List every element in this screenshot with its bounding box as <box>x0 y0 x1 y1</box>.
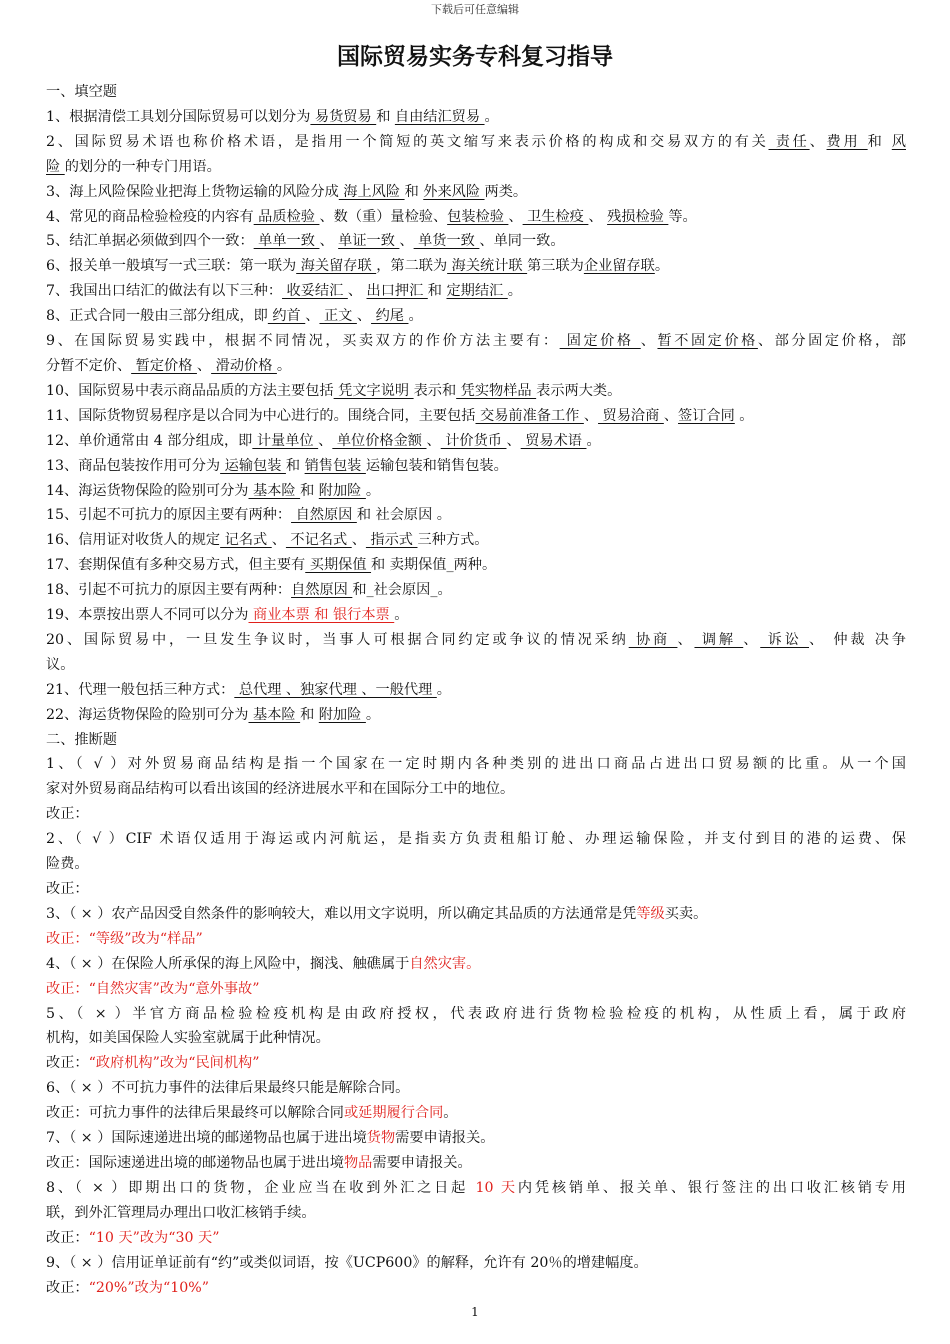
text-segment: 7、我国出口结汇的做法有以下三种： <box>46 283 283 300</box>
text-segment: 险费。 <box>46 856 89 873</box>
text-segment: 15、引起不可抗力的原因主要有两种： <box>46 507 292 524</box>
text-segment: 和 <box>376 108 395 125</box>
underlined-answer: 固定价格 <box>559 333 641 350</box>
text-segment: 需要申请报关。 <box>395 1130 495 1147</box>
text-segment: 。 <box>586 432 601 449</box>
text-segment: 和 卖期保值_两种。 <box>371 557 497 574</box>
text-segment: 、数（重）量检验、 <box>319 208 448 225</box>
text-segment: 、 <box>399 233 414 250</box>
underlined-answer: 易货贸易 <box>310 108 377 125</box>
text-line <box>46 528 906 553</box>
text-segment: 三种方式。 <box>417 532 489 549</box>
text-line <box>46 578 906 603</box>
text-segment: 表示两大类。 <box>536 382 622 399</box>
text-segment: 自然灾害。 <box>409 955 481 972</box>
underlined-answer: 单位价格金额 <box>332 432 427 449</box>
text-line <box>46 180 906 205</box>
text-segment: 、 <box>271 532 286 549</box>
text-line <box>46 1276 906 1301</box>
text-segment: 、部分固定价格，部 <box>757 333 906 350</box>
text-line <box>46 728 906 753</box>
text-line <box>46 852 906 877</box>
text-segment: 、 <box>426 432 441 449</box>
text-line <box>46 130 906 155</box>
text-segment: 和 <box>404 183 424 200</box>
text-segment: 和 <box>300 482 319 499</box>
underlined-answer: 销售包装 <box>304 457 366 474</box>
page-number: 1 <box>471 1305 479 1319</box>
text-line <box>46 304 906 329</box>
text-line <box>46 1076 906 1101</box>
text-segment: 18、引起不可抗力的原因主要有两种： <box>46 582 292 599</box>
text-segment: 、 <box>506 432 521 449</box>
text-segment: 。 <box>484 108 499 125</box>
underlined-answer: 协商 <box>628 631 678 648</box>
underlined-answer: 海关留存联 <box>296 258 377 275</box>
text-segment: 。 <box>734 407 754 424</box>
text-segment: 表示和 <box>413 382 457 399</box>
text-segment: 机构，如美国保险人实验室就属于此种情况。 <box>46 1030 330 1047</box>
text-segment: 、 <box>743 631 761 648</box>
underlined-answer: 出口押汇 <box>366 283 428 300</box>
text-line <box>46 902 906 927</box>
text-segment: 19、本票按出票人不同可以分为 <box>46 607 249 624</box>
text-segment: 和 社会原因 。 <box>356 507 451 524</box>
text-line <box>46 1251 906 1276</box>
text-segment: 7、（ × ）国际速递进出境的邮递物品也属于进出境 <box>46 1130 367 1147</box>
text-line <box>46 229 906 254</box>
underlined-answer: 约尾 <box>371 308 409 325</box>
text-segment: 。 <box>654 258 670 275</box>
text-segment: 或延期履行合同 <box>343 1105 444 1122</box>
text-segment: 17、套期保值有多种交易方式，但主要有 <box>46 557 306 574</box>
text-segment: 、 仲裁 决争 <box>809 631 906 648</box>
underlined-answer: 计量单位 <box>252 432 319 449</box>
header-note: 下载后可任意编辑 <box>431 3 519 16</box>
text-segment: 5、结汇单据必须做到四个一致： <box>46 233 254 250</box>
text-segment: 。 <box>507 283 522 300</box>
underlined-answer: 买期保值 <box>305 557 372 574</box>
text-segment: 买卖。 <box>664 905 708 922</box>
underlined-answer: 贸易术语 <box>520 432 587 449</box>
underlined-answer: 单货一致 <box>413 233 480 250</box>
underlined-answer: 基本险 <box>248 482 301 499</box>
text-line <box>46 105 906 130</box>
underlined-answer: 定期结汇 <box>446 283 508 300</box>
text-segment: 的划分的一种专门用语。 <box>64 158 221 175</box>
text-segment: 3、（ × ）农产品因受自然条件的影响较大，难以用文字说明，所以确定其品质的方法通常是凭 <box>46 905 637 922</box>
text-segment: 。 <box>394 607 409 624</box>
text-segment: 、 <box>305 308 320 325</box>
text-line <box>46 1051 906 1076</box>
text-segment: “10 天”改为“30 天” <box>88 1229 220 1246</box>
text-segment: 6、报关单一般填写一式三联：第一联为 <box>46 258 297 275</box>
underlined-answer: 自由结汇贸易 <box>394 108 485 125</box>
text-segment: 4、（ × ）在保险人所承保的海上风险中，搁浅、触礁属于 <box>46 955 410 972</box>
text-segment: 5、（ × ）半官方商品检验检疫机构是由政府授权，代表政府进行货物检验检疫的机构，从性质上看，属于政府 <box>46 1005 906 1022</box>
underlined-answer: 单单一致 <box>253 233 320 250</box>
text-segment: 。 <box>365 482 381 499</box>
underlined-answer: 计价货币 <box>440 432 507 449</box>
text-segment: 物品 <box>343 1154 373 1171</box>
text-segment: 和 <box>427 283 447 300</box>
text-line <box>46 354 906 379</box>
text-segment: 家对外贸易商品结构可以看出该国的经济进展水平和在国际分工中的地位。 <box>46 781 515 798</box>
text-segment: 和 <box>285 457 305 474</box>
underlined-answer: 运输包装 <box>220 457 286 474</box>
text-line <box>46 254 906 279</box>
text-line <box>46 329 906 354</box>
text-segment: 、 <box>351 532 366 549</box>
text-line <box>46 279 906 304</box>
text-line <box>46 927 906 952</box>
text-segment: 16、信用证对收货人的规定 <box>46 532 221 549</box>
text-segment: 。 <box>408 308 423 325</box>
text-line <box>46 454 906 479</box>
text-segment: 、单同一致。 <box>479 233 565 250</box>
text-segment: 议。 <box>46 656 75 673</box>
text-segment: 需要申请报关。 <box>372 1154 472 1171</box>
text-segment: 改正：“等级”改为“样品” <box>46 930 203 947</box>
text-segment: 改正： <box>46 1279 89 1296</box>
text-segment: 改正： <box>46 1229 89 1246</box>
text-segment: 13、商品包装按作用可分为 <box>46 457 221 474</box>
text-segment: 、 <box>347 283 367 300</box>
text-segment: 2、（ √ ）CIF 术语仅适用于海运或内河航运，是指卖方负责租船订舱、办理运输保险，并支付到目的港的运费、保 <box>46 831 906 848</box>
text-segment: 分暂不定价、 <box>46 357 132 374</box>
text-segment: 改正： <box>46 881 89 897</box>
text-segment: 和 <box>867 133 892 150</box>
text-line <box>46 977 906 1002</box>
text-segment: 8、（ × ）即期出口的货物，企业应当在收到外汇之日起 <box>46 1179 476 1196</box>
underlined-answer: 不记名式 <box>285 532 352 549</box>
underlined-answer: 暂不固定价格 <box>657 333 758 350</box>
underlined-answer: 记名式 <box>220 532 272 549</box>
text-line <box>46 1201 906 1226</box>
text-segment: 二、推断题 <box>46 731 117 748</box>
text-line <box>46 653 906 678</box>
underlined-answer: 贸易洽商 <box>598 407 664 424</box>
text-segment: 12、单价通常由 4 部分组成，即 <box>46 432 253 449</box>
underlined-answer: 签订合同 <box>678 407 735 424</box>
underlined-answer: 基本险 <box>248 706 301 723</box>
text-segment: 14、海运货物保险的险别可分为 <box>46 482 249 499</box>
text-line <box>46 777 906 802</box>
underlined-answer: 卫生检疫 <box>522 208 589 225</box>
text-segment: 。 <box>443 1105 458 1122</box>
text-line <box>46 603 906 628</box>
underlined-answer: 诉讼 <box>760 631 809 648</box>
text-segment: 、 <box>588 208 608 225</box>
text-segment: 改正：国际速递进出境的邮递物品也属于进出境 <box>46 1154 344 1171</box>
text-segment: ，第二联为 <box>376 258 448 275</box>
text-line <box>46 703 906 728</box>
underlined-answer: 海关统计联 <box>447 258 528 275</box>
text-segment: “20%”改为“10%” <box>88 1279 210 1296</box>
text-segment: 运输包装和销售包装。 <box>365 457 508 474</box>
text-segment: 3、海上风险保险业把海上货物运输的风险分成 <box>46 183 339 200</box>
document-title: 国际贸易实务专科复习指导 <box>337 44 613 70</box>
text-segment: 。 <box>365 706 381 723</box>
text-line <box>46 1002 906 1027</box>
text-segment: 21、代理一般包括三种方式： <box>46 681 235 698</box>
text-line <box>46 877 906 902</box>
text-segment: 。 <box>436 681 451 698</box>
underlined-answer: 约首 <box>267 308 306 325</box>
underlined-answer: 品质检验 <box>253 208 320 225</box>
text-line <box>46 1151 906 1176</box>
underlined-answer: 企业留存联 <box>583 258 655 275</box>
underlined-answer: 费用 <box>826 133 868 150</box>
underlined-answer: 商业本票 和 银行本票 <box>248 607 395 624</box>
text-line <box>46 379 906 404</box>
text-segment: 2、国际贸易术语也称价格术语，是指用一个简短的英文缩写来表示价格的构成和交易双方的有关 <box>46 133 769 150</box>
text-segment: 、 <box>663 407 679 424</box>
text-line <box>46 628 906 653</box>
underlined-answer: 附加险 <box>318 706 366 723</box>
text-segment: 、 <box>319 233 339 250</box>
text-segment: 、 <box>583 407 599 424</box>
underlined-answer: 凭文字说明 <box>333 382 414 399</box>
text-line <box>46 479 906 504</box>
text-segment: 等。 <box>668 208 697 225</box>
text-segment: 10、国际贸易中表示商品品质的方法主要包括 <box>46 382 334 399</box>
underlined-answer: 暂定价格 <box>131 357 197 374</box>
underlined-answer: 指示式 <box>365 532 418 549</box>
text-line <box>46 1026 906 1051</box>
text-line <box>46 952 906 977</box>
text-segment: 1、（ √ ）对外贸易商品结构是指一个国家在一定时期内各种类别的进出口商品占进出口贸易额的比重。从一个国 <box>46 756 906 773</box>
text-segment: 20、国际贸易中，一旦发生争议时，当事人可根据合同约定或争议的情况采纳 <box>46 631 629 648</box>
text-segment: 和 <box>300 706 319 723</box>
text-line <box>46 1176 906 1201</box>
underlined-answer: 海上风险 <box>338 183 405 200</box>
text-segment: “政府机构”改为“民间机构” <box>88 1055 260 1072</box>
text-segment: 改正：可抗力事件的法律后果最终可以解除合同 <box>46 1105 344 1122</box>
document-body <box>46 80 906 1300</box>
text-line <box>46 553 906 578</box>
text-line <box>46 827 906 852</box>
text-line <box>46 80 906 105</box>
text-segment: 等级 <box>636 905 665 922</box>
text-line <box>46 205 906 230</box>
text-segment: 第三联为 <box>527 258 584 275</box>
underlined-answer: 险 <box>46 158 65 175</box>
text-line <box>46 503 906 528</box>
text-segment: 改正： <box>46 1055 89 1072</box>
text-line <box>46 678 906 703</box>
text-line <box>46 802 906 827</box>
underlined-answer: 收妥结汇 <box>282 283 348 300</box>
text-segment: 9、（ × ）信用证单证前有“约”或类似词语，按《UCP600》的解释，允许有 20％的增建幅度。 <box>46 1254 648 1271</box>
text-segment: 、 <box>196 357 212 374</box>
text-segment: 改正： <box>46 806 89 823</box>
underlined-answer: 自然原因 <box>291 582 353 599</box>
text-segment: 22、海运货物保险的险别可分为 <box>46 706 249 723</box>
text-segment: 9、在国际贸易实践中，根据不同情况，买卖双方的作价方法主要有： <box>46 333 560 350</box>
text-segment: 、 <box>508 208 523 225</box>
underlined-answer: 凭实物样品 <box>456 382 537 399</box>
text-segment: 。 <box>276 357 292 374</box>
text-segment: 4、常见的商品检验检疫的内容有 <box>46 208 254 225</box>
text-segment: 、 <box>318 432 333 449</box>
text-line <box>46 429 906 454</box>
underlined-answer: 风 <box>891 133 906 150</box>
underlined-answer: 包装检验 <box>447 208 509 225</box>
text-segment: 、 <box>356 308 372 325</box>
text-line <box>46 1101 906 1126</box>
text-segment: 一、填空题 <box>46 84 117 100</box>
text-segment: 、 <box>809 133 827 150</box>
underlined-answer: 残损检验 <box>607 208 669 225</box>
text-segment: 两类。 <box>484 183 528 200</box>
text-segment: 8、正式合同一般由三部分组成，即 <box>46 308 268 325</box>
underlined-answer: 外来风险 <box>423 183 485 200</box>
text-segment: 1、根据清偿工具划分国际贸易可以划分为 <box>46 108 311 125</box>
text-segment: 和_社会原因_。 <box>352 582 452 599</box>
text-segment: 联，到外汇管理局办理出口收汇核销手续。 <box>46 1204 316 1221</box>
text-line <box>46 752 906 777</box>
text-segment: 、 <box>677 631 695 648</box>
underlined-answer: 责任 <box>768 133 810 150</box>
text-segment: 11、国际货物贸易程序是以合同为中心进行的。围绕合同，主要包括 <box>46 407 476 424</box>
text-line <box>46 155 906 180</box>
underlined-answer: 自然原因 <box>291 507 357 524</box>
text-line <box>46 1226 906 1251</box>
text-segment: 6、（ × ）不可抗力事件的法律后果最终只能是解除合同。 <box>46 1080 410 1097</box>
text-segment: 、 <box>640 333 658 350</box>
text-segment: 改正：“自然灾害”改为“意外事故” <box>46 980 260 997</box>
underlined-answer: 滑动价格 <box>211 357 277 374</box>
text-line <box>46 404 906 429</box>
underlined-answer: 单证一致 <box>338 233 400 250</box>
underlined-answer: 总代理 、独家代理 、一般代理 <box>234 681 437 698</box>
underlined-answer: 调解 <box>694 631 744 648</box>
text-segment: 内凭核销单、报关单、银行签注的出口收汇核销专用 <box>517 1179 906 1196</box>
underlined-answer: 附加险 <box>318 482 366 499</box>
underlined-answer: 交易前准备工作 <box>475 407 584 424</box>
text-line <box>46 1126 906 1151</box>
underlined-answer: 正文 <box>319 308 357 325</box>
text-segment: 货物 <box>366 1130 396 1147</box>
text-segment: 10 天 <box>475 1179 518 1196</box>
